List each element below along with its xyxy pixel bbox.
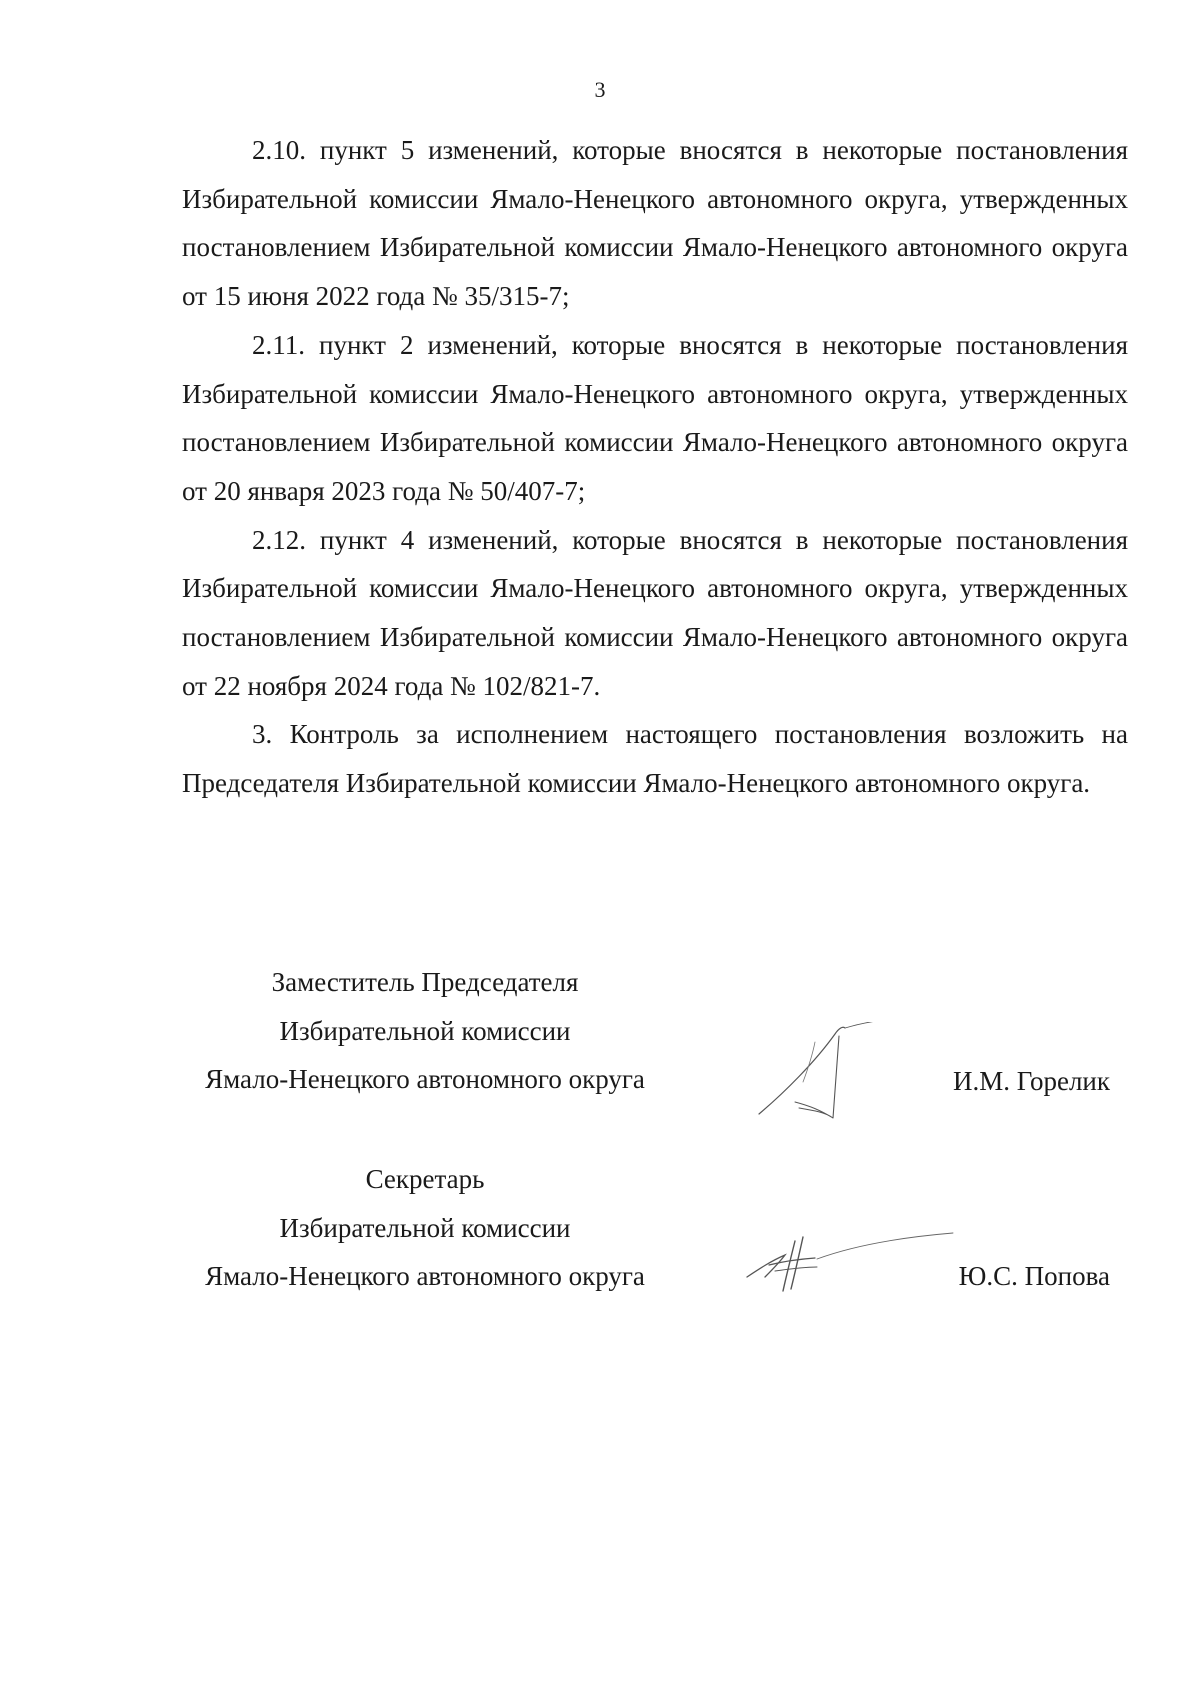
signatory-title-line: Секретарь: [365, 1164, 485, 1194]
signatory-name: Ю.С. Попова: [958, 1261, 1110, 1291]
handwritten-signature-popova: [745, 1225, 955, 1295]
document-body: [182, 126, 1128, 808]
paragraph-2-11: 2.11. пункт 2 изменений, которые вносятся в некоторые постановления Избирательной комиссии Ямало-Ненецкого автономного округа, утвержденных постановлением Избирательной комиссии Ямало-Ненецкого автономного округа от 20 января 2023 года № 50/407-7;: [182, 329, 1128, 506]
paragraph-2-12: 2.12. пункт 4 изменений, которые вносятся в некоторые постановления Избирательной комиссии Ямало-Ненецкого автономного округа, утвержденных постановлением Избирательной комиссии Ямало-Ненецкого автономного округа от 22 ноября 2024 года № 102/821-7.: [182, 524, 1128, 701]
signatory-title-deputy-chair: [170, 958, 680, 1104]
paragraph-2-10: 2.10. пункт 5 изменений, которые вносятся в некоторые постановления Избирательной комиссии Ямало-Ненецкого автономного округа, утвержденных постановлением Избирательной комиссии Ямало-Ненецкого автономного округа от 15 июня 2022 года № 35/315-7;: [182, 135, 1128, 312]
signatory-title-line: Избирательной комиссии: [279, 1212, 571, 1243]
signatory-title-line: Заместитель Председателя: [271, 967, 579, 997]
signatory-title-line: Ямало-Ненецкого автономного округа: [205, 1064, 645, 1094]
signatory-title-secretary: [170, 1155, 680, 1301]
paragraph-3: 3. Контроль за исполнением настоящего постановления возложить на Председателя Избирательной комиссии Ямало-Ненецкого автономного округа.: [182, 719, 1128, 799]
signatory-name: И.М. Горелик: [952, 1066, 1110, 1096]
handwritten-signature-gorelik: [755, 1022, 905, 1122]
signatory-title-line: Избирательной комиссии: [279, 1015, 571, 1046]
page-number: 3: [594, 77, 606, 102]
signatory-title-line: Ямало-Ненецкого автономного округа: [205, 1261, 645, 1291]
